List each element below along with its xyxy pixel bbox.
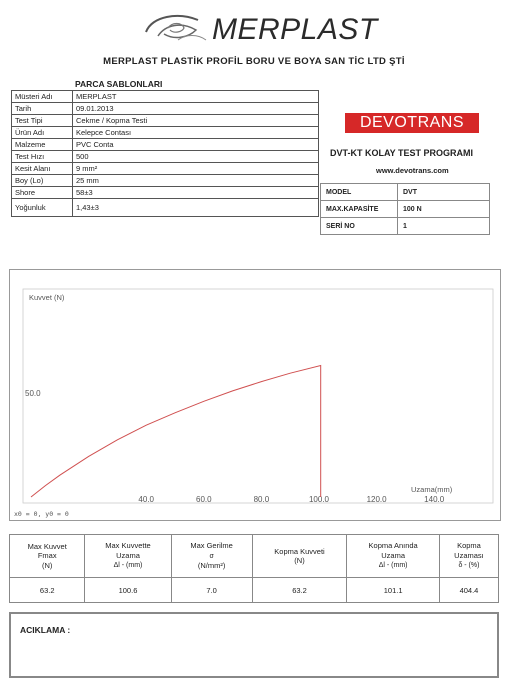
spec-row xyxy=(321,184,490,201)
spec-value: DVT xyxy=(398,184,490,201)
devotrans-logo: DEVOTRANS xyxy=(345,113,479,133)
info-row xyxy=(12,139,319,151)
results-header-row xyxy=(10,535,499,578)
info-value: 9 mm² xyxy=(73,163,319,175)
info-label: Test Tipi xyxy=(12,115,73,127)
info-label: Ürün Adı xyxy=(12,127,73,139)
result-value: 63.2 xyxy=(10,578,85,603)
info-label: Müsteri Adı xyxy=(12,91,73,103)
info-value: 25 mm xyxy=(73,175,319,187)
info-row xyxy=(12,175,319,187)
result-value: 63.2 xyxy=(252,578,347,603)
spec-value: 100 N xyxy=(398,201,490,218)
x-tick-label: 120.0 xyxy=(366,495,387,504)
spec-label: MODEL xyxy=(321,184,398,201)
section-title: PARCA SABLONLARI xyxy=(75,79,163,89)
info-value: 500 xyxy=(73,151,319,163)
results-table xyxy=(9,534,499,603)
info-label: Malzeme xyxy=(12,139,73,151)
x-tick-label: 60.0 xyxy=(196,495,212,504)
merplast-logo-icon xyxy=(138,10,210,44)
x-tick-label: 140.0 xyxy=(424,495,445,504)
x-axis-label: Uzama(mm) xyxy=(411,485,453,494)
header-max-force: Max Kuvvet Fmax (N) xyxy=(10,535,85,578)
x-tick-label: 100.0 xyxy=(308,495,330,504)
spec-value: 1 xyxy=(398,218,490,235)
y-tick-label: 50.0 xyxy=(25,389,41,398)
program-title: DVT-KT KOLAY TEST PROGRAMI xyxy=(330,148,474,158)
company-name: MERPLAST PLASTİK PROFİL BORU VE BOYA SAN TİC LTD ŞTİ xyxy=(103,56,405,67)
info-label: Tarih xyxy=(12,103,73,115)
info-value: Cekme / Kopma Testi xyxy=(73,115,319,127)
info-row xyxy=(12,187,319,199)
info-label: Kesit Alanı xyxy=(12,163,73,175)
info-label: Shore xyxy=(12,187,73,199)
info-row xyxy=(12,163,319,175)
header-break-elongation-percent: Kopma Uzaması δ - (%) xyxy=(439,535,498,578)
header-break-force: Kopma Kuvveti (N) xyxy=(252,535,347,578)
result-value: 100.6 xyxy=(85,578,171,603)
header-elongation-at-max: Max Kuvvette Uzama Δl - (mm) xyxy=(85,535,171,578)
info-label: Test Hızı xyxy=(12,151,73,163)
info-value: PVC Conta xyxy=(73,139,319,151)
info-row xyxy=(12,115,319,127)
info-row xyxy=(12,151,319,163)
info-value: 1,43±3 xyxy=(73,199,319,217)
brand-name: MERPLAST xyxy=(212,13,378,46)
info-value: 09.01.2013 xyxy=(73,103,319,115)
spec-label: SERİ NO xyxy=(321,218,398,235)
result-value: 404.4 xyxy=(439,578,498,603)
result-value: 7.0 xyxy=(171,578,252,603)
info-row xyxy=(12,199,319,217)
info-table xyxy=(11,90,319,217)
aciklama-box xyxy=(9,612,499,678)
info-row xyxy=(12,127,319,139)
result-value: 101.1 xyxy=(347,578,440,603)
origin-readout: x0 = 0, y0 = 0 xyxy=(14,510,69,518)
plot-area xyxy=(23,289,493,503)
header-max-stress: Max Gerilme σ (N/mm²) xyxy=(171,535,252,578)
series-line xyxy=(31,366,321,498)
results-value-row xyxy=(10,578,499,603)
spec-label: MAX.KAPASİTE xyxy=(321,201,398,218)
header-elongation-at-break: Kopma Anında Uzama Δl - (mm) xyxy=(347,535,440,578)
info-value: 58±3 xyxy=(73,187,319,199)
info-label: Boy (Lo) xyxy=(12,175,73,187)
info-label: Yoğunluk xyxy=(12,199,73,217)
x-tick-label: 40.0 xyxy=(138,495,154,504)
spec-row xyxy=(321,201,490,218)
spec-row xyxy=(321,218,490,235)
force-elongation-chart xyxy=(9,269,499,519)
info-row xyxy=(12,91,319,103)
info-row xyxy=(12,103,319,115)
aciklama-label: ACIKLAMA : xyxy=(20,625,71,635)
program-url: www.devotrans.com xyxy=(376,166,449,175)
device-spec-table xyxy=(320,183,490,235)
info-value: MERPLAST xyxy=(73,91,319,103)
y-axis-label: Kuvvet (N) xyxy=(29,293,65,302)
x-tick-label: 80.0 xyxy=(253,495,270,504)
info-value: Kelepce Contası xyxy=(73,127,319,139)
